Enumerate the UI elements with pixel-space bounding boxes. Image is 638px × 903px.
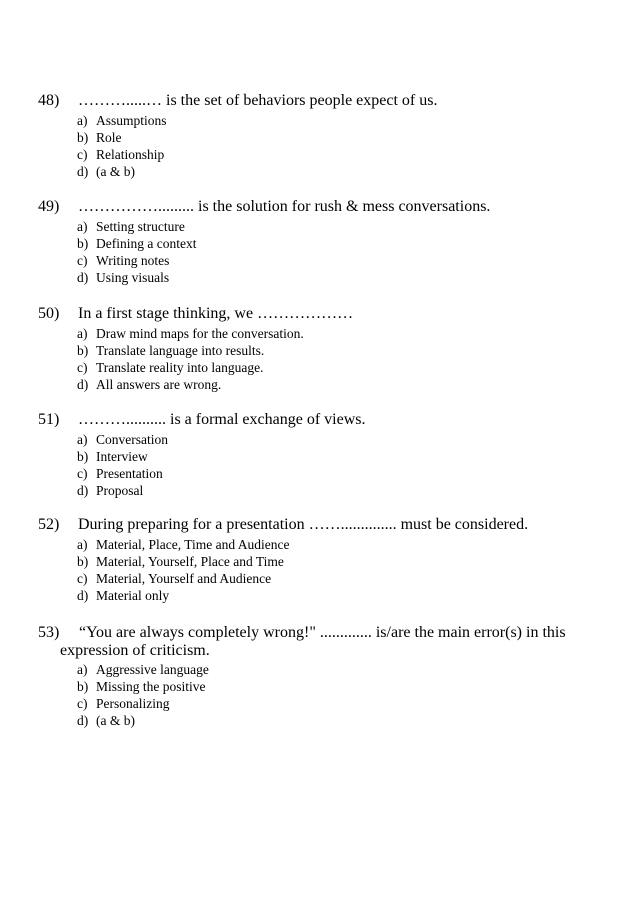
question-number: 51) (38, 411, 60, 428)
option-letter: a) (77, 537, 88, 552)
option-text: Assumptions (96, 113, 167, 128)
option-a (0, 218, 638, 235)
option-text: Defining a context (96, 236, 197, 251)
option-text: (a & b) (96, 713, 135, 728)
option-list (0, 536, 638, 604)
option-text: (a & b) (96, 164, 135, 179)
option-letter: c) (77, 571, 88, 586)
option-text: Relationship (96, 147, 165, 162)
option-d (0, 376, 638, 393)
question-stem (0, 411, 638, 429)
option-b (0, 342, 638, 359)
option-letter: b) (77, 343, 89, 358)
option-text: Draw mind maps for the conversation. (96, 326, 304, 341)
option-a (0, 431, 638, 448)
question-number: 50) (38, 305, 60, 322)
question-51 (0, 411, 638, 499)
option-text: Using visuals (96, 270, 170, 285)
question-stem (0, 305, 638, 323)
question-text: In a first stage thinking, we ……………… (78, 305, 354, 322)
option-b (0, 678, 638, 695)
question-text: During preparing for a presentation …….............. must be considered. (78, 516, 529, 533)
option-b (0, 553, 638, 570)
option-b (0, 448, 638, 465)
option-a (0, 536, 638, 553)
option-d (0, 269, 638, 286)
option-c (0, 359, 638, 376)
option-d (0, 163, 638, 180)
option-text: Missing the positive (96, 679, 206, 694)
option-text: Material, Place, Time and Audience (96, 537, 290, 552)
option-text: All answers are wrong. (96, 377, 222, 392)
option-letter: d) (77, 588, 89, 603)
option-list (0, 431, 638, 499)
option-list (0, 661, 638, 729)
option-c (0, 146, 638, 163)
option-letter: a) (77, 219, 88, 234)
option-letter: a) (77, 432, 88, 447)
option-letter: c) (77, 253, 88, 268)
option-text: Material, Yourself and Audience (96, 571, 272, 586)
option-a (0, 661, 638, 678)
option-letter: c) (77, 696, 88, 711)
option-letter: b) (77, 554, 89, 569)
option-d (0, 587, 638, 604)
question-stem (0, 516, 638, 534)
option-letter: c) (77, 147, 88, 162)
question-49 (0, 198, 638, 286)
question-52 (0, 516, 638, 604)
option-letter: b) (77, 130, 89, 145)
option-c (0, 465, 638, 482)
question-text: ……….....… is the set of behaviors people expect of us. (78, 92, 438, 109)
option-letter: d) (77, 713, 89, 728)
option-letter: a) (77, 662, 88, 677)
question-stem (0, 198, 638, 216)
question-number: 53) (38, 624, 60, 641)
question-number: 48) (38, 92, 60, 109)
question-48 (0, 92, 638, 180)
option-letter: d) (77, 270, 89, 285)
option-letter: b) (77, 236, 89, 251)
option-text: Interview (96, 449, 148, 464)
option-text: Role (96, 130, 122, 145)
option-letter: c) (77, 466, 88, 481)
option-letter: d) (77, 164, 89, 179)
question-50 (0, 305, 638, 393)
question-number: 49) (38, 198, 60, 215)
option-text: Translate language into results. (96, 343, 265, 358)
option-d (0, 482, 638, 499)
option-list (0, 218, 638, 286)
question-text: ……………......... is the solution for rush & mess conversations. (78, 198, 491, 215)
option-list (0, 325, 638, 393)
option-letter: d) (77, 377, 89, 392)
option-a (0, 325, 638, 342)
option-letter: c) (77, 360, 88, 375)
option-text: Aggressive language (96, 662, 209, 677)
option-letter: d) (77, 483, 89, 498)
option-text: Presentation (96, 466, 163, 481)
option-text: Setting structure (96, 219, 185, 234)
option-letter: a) (77, 326, 88, 341)
option-text: Proposal (96, 483, 144, 498)
question-text: ……….......... is a formal exchange of views. (78, 411, 366, 428)
option-text: Material only (96, 588, 170, 603)
option-text: Conversation (96, 432, 168, 447)
option-d (0, 712, 638, 729)
option-text: Personalizing (96, 696, 170, 711)
option-c (0, 570, 638, 587)
question-stem (0, 92, 638, 110)
option-letter: b) (77, 679, 89, 694)
option-text: Writing notes (96, 253, 170, 268)
question-stem (0, 624, 638, 660)
option-c (0, 695, 638, 712)
question-53 (0, 624, 638, 729)
option-list (0, 112, 638, 180)
option-letter: a) (77, 113, 88, 128)
option-a (0, 112, 638, 129)
option-text: Translate reality into language. (96, 360, 264, 375)
option-letter: b) (77, 449, 89, 464)
question-number: 52) (38, 516, 60, 533)
option-c (0, 252, 638, 269)
option-b (0, 129, 638, 146)
question-text: “You are always completely wrong!" ............. is/are the main error(s) in this expression of criticism. (60, 624, 566, 659)
option-b (0, 235, 638, 252)
option-text: Material, Yourself, Place and Time (96, 554, 284, 569)
